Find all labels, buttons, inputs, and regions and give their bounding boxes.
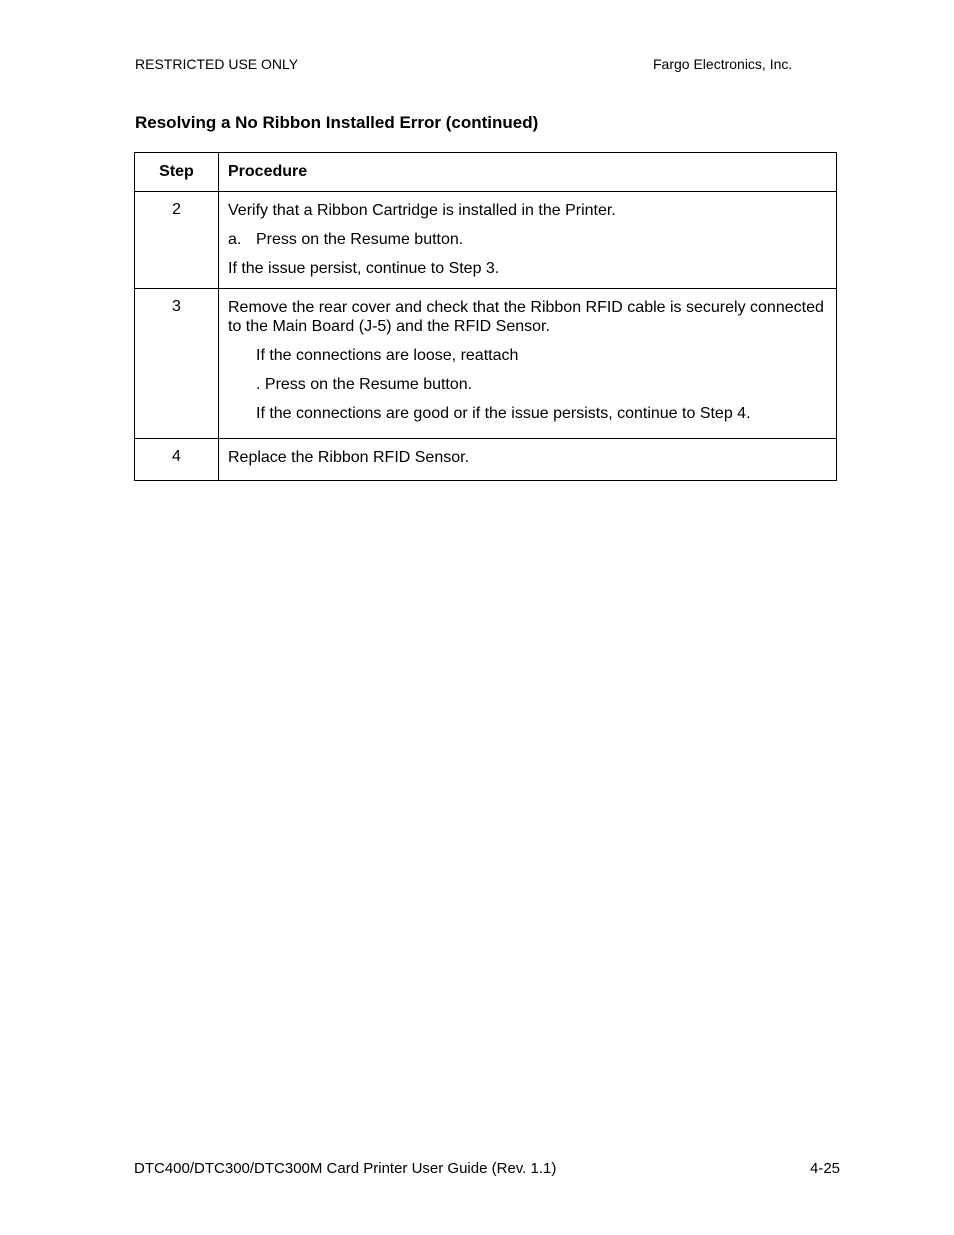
procedure-line: Replace the Ribbon RFID Sensor. [228,449,470,466]
table-row [135,439,837,481]
section-title: Resolving a No Ribbon Installed Error (continued) [135,113,539,132]
table-row [135,192,837,289]
table-header-row [135,153,837,192]
procedure-cell [219,289,837,439]
column-header-step: Step [135,153,219,192]
procedure-line: Remove the rear cover and check that the Ribbon RFID cable is securely connected to the Main Board (J-5) and the RFID Sensor. [228,299,824,335]
procedure-line: If the connections are loose, reattach [256,347,519,364]
substep-marker: a. [228,231,242,248]
procedure-line: If the issue persist, continue to Step 3. [228,260,500,277]
procedure-line: . Press on the Resume button. [256,376,473,393]
procedure-cell [219,192,837,289]
footer-document-title: DTC400/DTC300/DTC300M Card Printer User Guide (Rev. 1.1) [134,1160,557,1177]
procedure-cell [219,439,837,481]
table-row [135,289,837,439]
column-header-procedure: Procedure [219,153,837,192]
substep-text: Press on the Resume button. [256,231,464,248]
procedure-line: Verify that a Ribbon Cartridge is installed in the Printer. [228,202,616,219]
step-number: 4 [135,439,219,481]
footer-page-number: 4-25 [810,1160,841,1177]
procedure-line: If the connections are good or if the issue persists, continue to Step 4. [256,405,751,422]
procedure-substep [228,230,827,249]
step-number: 2 [135,192,219,289]
header-company-name: Fargo Electronics, Inc. [653,56,793,72]
step-number: 3 [135,289,219,439]
procedure-table [134,152,837,481]
header-restricted-notice: RESTRICTED USE ONLY [135,56,299,72]
